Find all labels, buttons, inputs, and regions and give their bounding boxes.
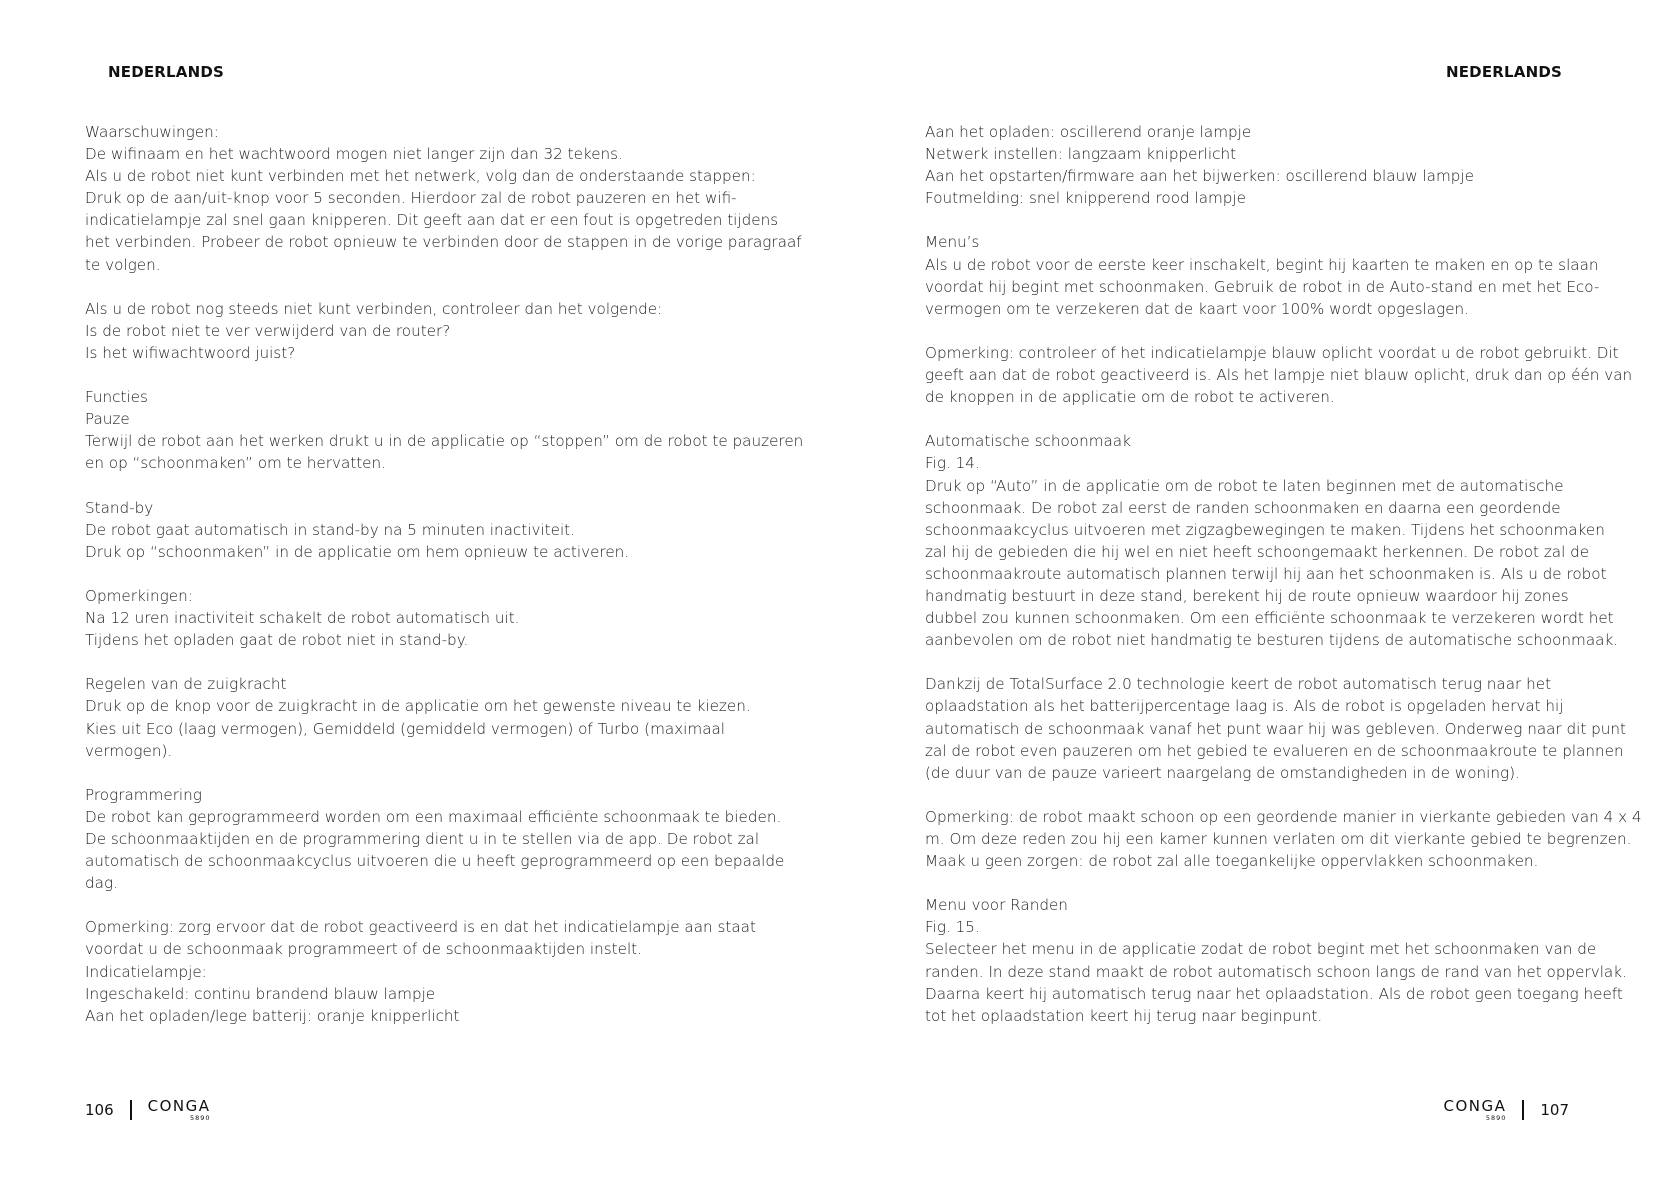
text-line: de knoppen in de applicatie om de robot te activeren.: [925, 388, 1335, 407]
text-line: Opmerking: zorg ervoor dat de robot geactiveerd is en dat het indicatielampje aan staat: [85, 918, 756, 937]
text-line: De robot gaat automatisch in stand-by na 5 minuten inactiviteit.: [85, 520, 575, 539]
text-line: m. Om deze reden zou hij een kamer kunnen verlaten om dit vierkante gebied te begrenzen.: [925, 830, 1632, 848]
text-line: Automatische schoonmaak: [925, 432, 1131, 451]
text-line: Aan het opladen/lege batterij: oranje knipperlicht: [85, 1006, 460, 1025]
text-line: Waarschuwingen:: [85, 123, 219, 141]
paragraph-gap: [85, 276, 765, 298]
text-line: Druk op de knop voor de zuigkracht in de applicatie om het gewenste niveau te kiezen.: [85, 697, 751, 716]
text-line: tot het oplaadstation keert hij terug naar beginpunt.: [925, 1006, 1323, 1025]
text-line: Netwerk instellen: langzaam knipperlicht: [925, 145, 1237, 164]
text-line: Aan het opladen: oscillerend oranje lampje: [925, 123, 1252, 141]
text-line: Na 12 uren inactiviteit schakelt de robot automatisch uit.: [85, 609, 520, 628]
text-line: indicatielampje zal snel gaan knipperen. Dit geeft aan dat er een fout is opgetreden tijdens: [85, 211, 779, 230]
text-line: voordat u de schoonmaak programmeert of de schoonmaaktijden instelt.: [85, 940, 642, 959]
text-line: Stand-by: [85, 498, 154, 517]
text-line: oplaadstation als het batterijpercentage laag is. Als de robot is opgeladen hervat hij: [925, 697, 1564, 716]
body-text: [85, 121, 804, 1027]
paragraph-gap: [925, 408, 1605, 430]
paragraph-gap: [85, 651, 765, 673]
text-line: Als u de robot nog steeds niet kunt verbinden, controleer dan het volgende:: [85, 299, 663, 318]
text-line: Opmerking: controleer of het indicatielampje blauw oplicht voordat u de robot gebruikt. Dit: [925, 343, 1619, 362]
text-line: De robot kan geprogrammeerd worden om een maximaal efficiënte schoonmaak te bieden.: [85, 807, 782, 826]
text-line: vermogen om te verzekeren dat de kaart voor 100% wordt opgeslagen.: [925, 299, 1469, 318]
conga-logo: [147, 1096, 211, 1122]
text-line: Druk op “Auto” in de applicatie om de robot te laten beginnen met de automatische: [925, 476, 1564, 495]
text-line: Is het wifiwachtwoord juist?: [85, 343, 296, 362]
text-line: Tijdens het opladen gaat de robot niet in stand-by.: [85, 631, 469, 650]
text-line: De wifinaam en het wachtwoord mogen niet langer zijn dan 32 tekens.: [85, 145, 623, 164]
text-line: schoonmaak. De robot zal eerst de randen schoonmaken en daarna een geordende: [925, 498, 1561, 517]
text-line: Aan het opstarten/firmware aan het bijwerken: oscillerend blauw lampje: [925, 167, 1474, 186]
logo-brand: CONGA: [147, 1096, 211, 1115]
footer-divider: [1522, 1100, 1524, 1120]
text-line: en op “schoonmaken” om te hervatten.: [85, 454, 386, 473]
page-number: 106: [85, 1101, 114, 1119]
page-footer: [1443, 1095, 1569, 1125]
text-line: Foutmelding: snel knipperend rood lampje: [925, 189, 1246, 208]
text-line: Druk op “schoonmaken” in de applicatie om hem opnieuw te activeren.: [85, 542, 630, 561]
conga-logo: [1443, 1096, 1507, 1122]
text-line: vermogen).: [85, 741, 173, 760]
text-line: Selecteer het menu in de applicatie zodat de robot begint met het schoonmaken van de: [925, 940, 1597, 959]
text-line: Maak u geen zorgen: de robot zal alle toegankelijke oppervlakken schoonmaken.: [925, 852, 1539, 871]
text-line: Is de robot niet te ver verwijderd van de router?: [85, 321, 451, 340]
text-line: dag.: [85, 874, 118, 893]
text-line: Dankzij de TotalSurface 2.0 technologie keert de robot automatisch terug naar het: [925, 675, 1552, 694]
text-line: voordat hij begint met schoonmaken. Gebruik de robot in de Auto-stand en met het Eco-: [925, 277, 1600, 296]
paragraph-gap: [925, 320, 1605, 342]
text-line: het verbinden. Probeer de robot opnieuw te verbinden door de stappen in de vorige paragraaf: [85, 233, 802, 252]
text-line: Ingeschakeld: continu brandend blauw lampje: [85, 984, 436, 1003]
text-line: Als u de robot voor de eerste keer inschakelt, begint hij kaarten te maken en op te slaan: [925, 255, 1599, 274]
paragraph-gap: [85, 563, 765, 585]
text-line: Menu voor Randen: [925, 896, 1068, 915]
text-line: (de duur van de pauze varieert naargelang de omstandigheden in de woning).: [925, 763, 1520, 782]
paragraph-gap: [85, 364, 765, 386]
text-line: Opmerkingen:: [85, 586, 193, 605]
text-line: schoonmaakroute automatisch plannen terwijl hij aan het schoonmaken is. Als u de robot: [925, 564, 1607, 583]
text-line: Daarna keert hij automatisch terug naar het oplaadstation. Als de robot geen toegang heeft: [925, 984, 1623, 1003]
text-line: Als u de robot niet kunt verbinden met het netwerk, volg dan de onderstaande stappen:: [85, 167, 756, 186]
logo-model: 5890: [189, 1113, 211, 1122]
logo-model: 5890: [1485, 1113, 1507, 1122]
right-page: [834, 0, 1667, 1191]
text-line: Fig. 15.: [925, 918, 980, 937]
page-number: 107: [1540, 1101, 1569, 1119]
text-line: Regelen van de zuigkracht: [85, 675, 287, 694]
text-line: automatisch de schoonmaakcyclus uitvoeren die u heeft geprogrammeerd op een bepaalde: [85, 852, 785, 871]
paragraph-gap: [925, 651, 1605, 673]
text-line: automatisch de schoonmaak vanaf het punt waar hij was gebleven. Onderweg naar dit punt: [925, 719, 1626, 738]
paragraph-gap: [925, 872, 1605, 894]
text-line: Indicatielampje:: [85, 962, 207, 981]
text-line: Fig. 14.: [925, 454, 980, 473]
text-line: Kies uit Eco (laag vermogen), Gemiddeld (gemiddeld vermogen) of Turbo (maximaal: [85, 719, 726, 738]
paragraph-gap: [925, 209, 1605, 231]
text-line: te volgen.: [85, 255, 161, 274]
text-line: De schoonmaaktijden en de programmering dient u in te stellen via de app. De robot zal: [85, 830, 760, 848]
text-line: Pauze: [85, 410, 130, 429]
text-line: geeft aan dat de robot geactiveerd is. Als het lampje niet blauw oplicht, druk dan op één van: [925, 366, 1633, 385]
language-header: NEDERLANDS: [108, 63, 225, 81]
text-line: Programmering: [85, 785, 202, 804]
left-page: [0, 0, 833, 1191]
body-text: [925, 121, 1642, 1027]
text-line: schoonmaakcyclus uitvoeren met zigzagbewegingen te maken. Tijdens het schoonmaken: [925, 520, 1605, 539]
page-footer: [85, 1095, 211, 1125]
text-line: dubbel zou kunnen schoonmaken. Om een efficiënte schoonmaak te verzekeren wordt het: [925, 609, 1614, 628]
paragraph-gap: [85, 762, 765, 784]
paragraph-gap: [85, 894, 765, 916]
text-line: Terwijl de robot aan het werken drukt u in de applicatie op “stoppen” om de robot te pauzeren: [85, 432, 804, 451]
text-line: zal de robot even pauzeren om het gebied te evalueren en de schoonmaakroute te plannen: [925, 741, 1624, 760]
text-line: randen. In deze stand maakt de robot automatisch schoon langs de rand van het oppervlak.: [925, 962, 1627, 981]
text-line: Opmerking: de robot maakt schoon op een geordende manier in vierkante gebieden van 4 x 4: [925, 807, 1642, 826]
logo-brand: CONGA: [1443, 1096, 1507, 1115]
language-header: NEDERLANDS: [1445, 63, 1562, 81]
text-line: aanbevolen om de robot niet handmatig te besturen tijdens de automatische schoonmaak.: [925, 631, 1619, 650]
text-line: zal hij de gebieden die hij wel en niet heeft schoongemaakt herkennen. De robot zal de: [925, 542, 1590, 561]
text-line: Functies: [85, 388, 148, 407]
footer-divider: [130, 1100, 132, 1120]
paragraph-gap: [925, 784, 1605, 806]
text-line: handmatig bestuurt in deze stand, berekent hij de route opnieuw waardoor hij zones: [925, 586, 1569, 605]
text-line: Menu’s: [925, 233, 980, 252]
paragraph-gap: [85, 475, 765, 497]
text-line: Druk op de aan/uit-knop voor 5 seconden. Hierdoor zal de robot pauzeren en het wifi-: [85, 189, 737, 208]
